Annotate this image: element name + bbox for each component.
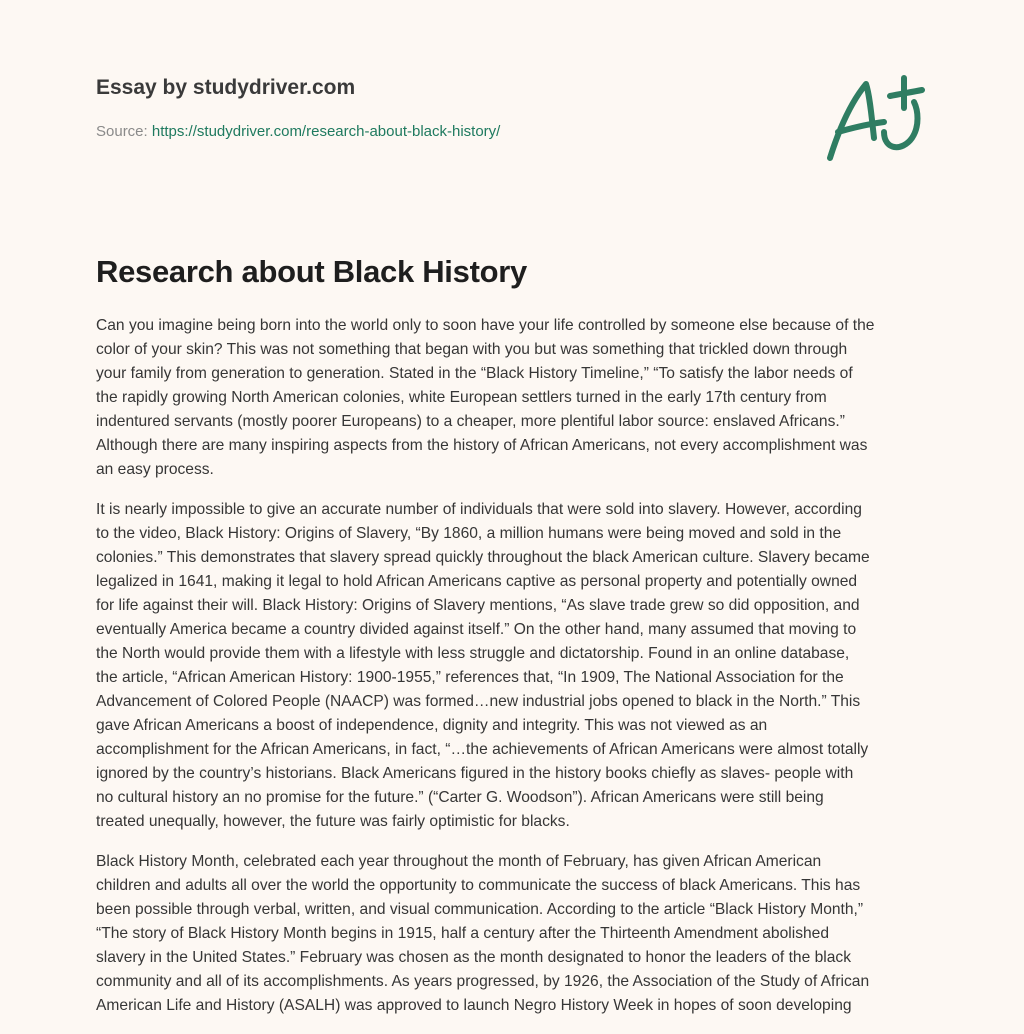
a-plus-logo-icon <box>822 66 932 166</box>
paragraph-line: Black History Month, celebrated each year throughout the month of February, has given African American <box>96 853 822 870</box>
paragraph-line: no cultural history an no promise for the future.” (“Carter G. Woodson”). African Americans were still being <box>96 789 824 806</box>
paragraph-line: color of your skin? This was not something that began with you but was something that trickled down through <box>96 341 848 358</box>
source-link[interactable]: https://studydriver.com/research-about-black-history/ <box>151 123 501 140</box>
paragraph-line: an easy process. <box>96 461 214 478</box>
paragraph-line: It is nearly impossible to give an accurate number of individuals that were sold into slavery. However, according <box>96 501 862 518</box>
site-title: Essay by studydriver.com <box>96 76 356 99</box>
paragraph-line: colonies.” This demonstrates that slavery spread quickly throughout the black American culture. Slavery became <box>96 549 870 566</box>
paragraph-line: Although there are many inspiring aspects from the history of African Americans, not every accomplishment was <box>96 437 868 454</box>
paragraph-line: eventually America became a country divided against itself.” On the other hand, many assumed that moving to <box>96 621 857 638</box>
paragraph-line: slavery in the United States.” February was chosen as the month designated to honor the leaders of the black <box>96 949 851 966</box>
paragraph-line: the North would provide them with a lifestyle with less struggle and dictatorship. Found in an online database, <box>96 645 850 662</box>
essay-paragraph <box>96 498 936 834</box>
paragraph-line: treated unequally, however, the future was fairly optimistic for blacks. <box>96 813 570 830</box>
paragraph-line: Can you imagine being born into the world only to soon have your life controlled by someone else because of the <box>96 317 875 334</box>
paragraph-line: American Life and History (ASALH) was approved to launch Negro History Week in hopes of soon developing <box>96 997 852 1014</box>
paragraph-line: Advancement of Colored People (NAACP) was formed…new industrial jobs opened to black in the North.” This <box>96 693 861 710</box>
paragraph-line: “The story of Black History Month begins in 1915, half a century after the Thirteenth Amendment abolished <box>96 925 830 942</box>
paragraph-line: ignored by the country’s historians. Black Americans figured in the history books chiefly as slaves- people with <box>96 765 854 782</box>
paragraph-line: for life against their will. Black History: Origins of Slavery mentions, “As slave trade grew so did opposition, and <box>96 597 860 614</box>
essay-body <box>96 314 936 1034</box>
paragraph-line: been possible through verbal, written, and visual communication. According to the article “Black History Month,” <box>96 901 864 918</box>
essay-paragraph <box>96 850 936 1018</box>
paragraph-line: gave African Americans a boost of independence, dignity and integrity. This was not viewed as an <box>96 717 768 734</box>
source-line <box>96 123 500 140</box>
paragraph-line: the article, “African American History: 1900-1955,” references that, “In 1909, The National Association for the <box>96 669 844 686</box>
paragraph-line: indentured servants (mostly poorer Europeans) to a cheaper, more plentiful labor source: enslaved Africans.” <box>96 413 845 430</box>
paragraph-line: the rapidly growing North American colonies, white European settlers turned in the early 17th century from <box>96 389 827 406</box>
paragraph-line: children and adults all over the world the opportunity to communicate the success of black Americans. This has <box>96 877 861 894</box>
paragraph-line: accomplishment for the African Americans, in fact, “…the achievements of African Americans were almost totally <box>96 741 869 758</box>
source-label: Source: <box>96 123 148 140</box>
paragraph-line: community and all of its accomplishments. As years progressed, by 1926, the Association of the Study of African <box>96 973 870 990</box>
paragraph-line: legalized in 1641, making it legal to hold African Americans captive as personal property and potentially owned <box>96 573 858 590</box>
essay-paragraph <box>96 314 936 482</box>
essay-title: Research about Black History <box>96 254 527 289</box>
paragraph-line: to the video, Black History: Origins of Slavery, “By 1860, a million humans were being moved and sold in the <box>96 525 842 542</box>
paragraph-line: your family from generation to generation. Stated in the “Black History Timeline,” “To satisfy the labor needs of <box>96 365 853 382</box>
